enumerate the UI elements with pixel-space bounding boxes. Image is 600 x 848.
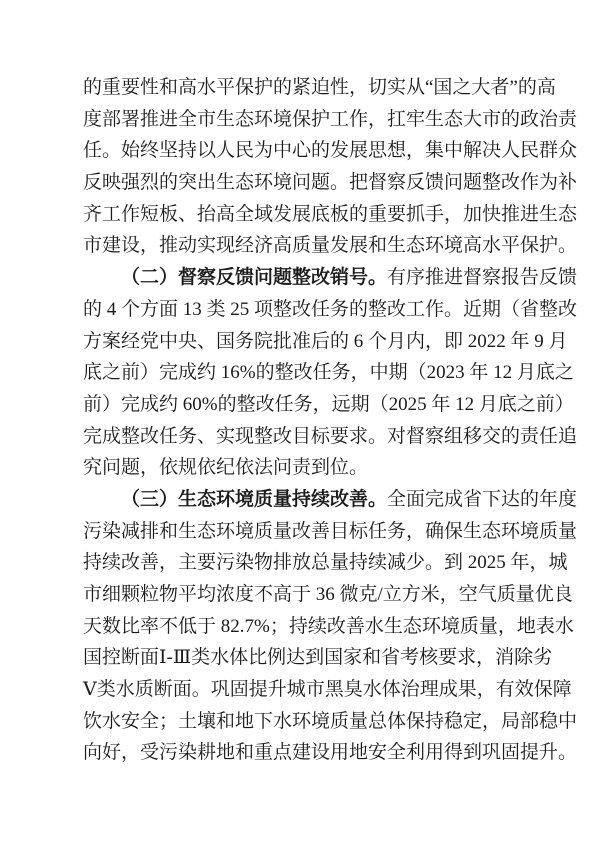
document-body	[83, 72, 578, 769]
text-run: 市细颗粒物平均浓度不高于 36 微克/立方米，空气质量优良	[83, 584, 573, 605]
text-line	[83, 262, 578, 294]
text-run: 方案经党中央、国务院批准后的 6 个月内，即 2022 年 9 月	[83, 330, 568, 352]
text-run: 完成整改任务、实现整改目标要求。对督察组移交的责任追	[83, 425, 578, 447]
text-run: 天数比率不低于 82.7%；持续改善水生态环境质量，地表水	[83, 615, 574, 637]
text-run: 有序推进督察报告反馈	[387, 267, 578, 289]
text-line	[83, 389, 574, 421]
text-line	[83, 167, 578, 199]
text-line	[83, 706, 578, 738]
text-run: 究问题，依规依纪依法问责到位。	[83, 457, 369, 479]
text-run: 全面完成省下达的年度	[387, 488, 578, 510]
text-line	[83, 357, 574, 389]
text-line	[83, 326, 568, 358]
text-run: 污染减排和生态环境质量改善目标任务，确保生态环境质量	[83, 520, 578, 542]
text-line	[83, 421, 578, 453]
text-line	[83, 104, 578, 136]
text-line	[83, 674, 572, 706]
text-line	[83, 452, 517, 484]
text-run: 国控断面Ⅰ-Ⅲ类水体比例达到国家和省考核要求，消除劣	[83, 647, 553, 669]
text-run: 任。始终坚持以人民为中心的发展思想，集中解决人民群众	[83, 140, 578, 162]
section-heading: （二）督察反馈问题整改销号。	[121, 267, 388, 289]
text-line	[83, 547, 568, 579]
text-run: Ⅴ类水质断面。巩固提升城市黑臭水体治理成果，有效保障	[83, 679, 572, 701]
text-run: 的 4 个方面 13 类 25 项整改任务的整改工作。近期（省整改	[83, 298, 578, 320]
text-line	[83, 579, 573, 611]
text-run: 底之前）完成约 16%的整改任务，中期（2023 年 12 月底之	[83, 362, 574, 384]
text-run: 的重要性和高水平保护的紧迫性，切实从“国之大者”的高	[83, 77, 556, 98]
text-line	[83, 294, 578, 326]
text-run: 度部署推进全市生态环境保护工作，扛牢生态大市的政治责	[83, 108, 578, 130]
text-run: 持续改善，主要污染物排放总量持续减少。到 2025 年，城	[83, 552, 568, 574]
text-line	[83, 199, 578, 231]
text-run: 饮水安全；土壤和地下水环境质量总体保持稳定，局部稳中	[83, 710, 578, 732]
text-line	[83, 642, 553, 674]
text-line	[83, 737, 578, 769]
text-line	[83, 611, 574, 643]
text-run: 市建设，推动实现经济高质量发展和生态环境高水平保护。	[83, 235, 578, 257]
text-run: 向好，受污染耕地和重点建设用地安全利用得到巩固提升。	[83, 742, 578, 764]
text-line	[83, 230, 578, 262]
text-line	[83, 484, 578, 516]
text-line	[83, 72, 556, 104]
text-line	[83, 135, 578, 167]
text-run: 齐工作短板、抬高全域发展底板的重要抓手，加快推进生态	[83, 203, 578, 225]
text-run: 反映强烈的突出生态环境问题。把督察反馈问题整改作为补	[83, 172, 578, 194]
text-run: 前）完成约 60%的整改任务，远期（2025 年 12 月底之前）	[83, 393, 574, 415]
text-line	[83, 516, 578, 548]
section-heading: （三）生态环境质量持续改善。	[121, 488, 388, 510]
